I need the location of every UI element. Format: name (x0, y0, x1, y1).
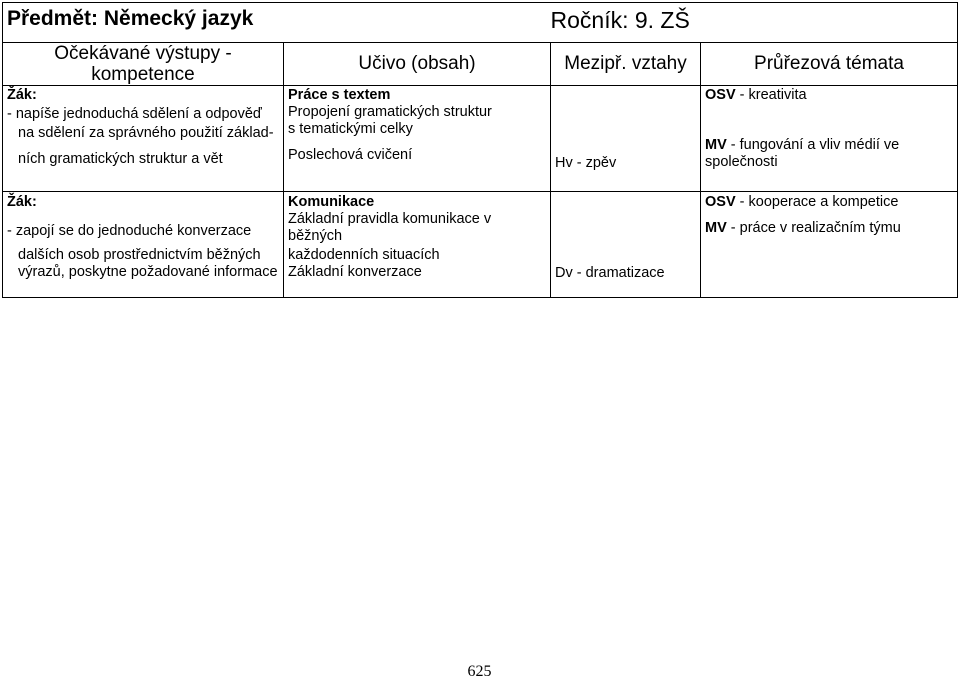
output-line: - napíše jednoduchá sdělení a odpověď (7, 106, 262, 122)
column-header-outputs: Očekávané výstupy - kompetence (3, 43, 284, 86)
column-header-relations: Mezipř. vztahy (551, 43, 701, 86)
output-line: dalších osob prostřednictvím běžných (18, 247, 261, 263)
table-row (3, 86, 958, 192)
content-line: Propojení gramatických struktur (288, 104, 492, 120)
content-cell (284, 86, 551, 192)
outputs-cell (3, 86, 284, 192)
column-header-content: Učivo (obsah) (284, 43, 551, 86)
theme-text: - fungování a vliv médií ve (726, 137, 900, 153)
theme-code: MV (705, 137, 727, 153)
theme-text: - práce v realizačním týmu (726, 220, 901, 236)
relations-cell (551, 192, 701, 298)
output-line: - zapojí se do jednoduché konverzace (7, 223, 252, 239)
pupil-label: Žák: (7, 87, 37, 103)
header-row (3, 3, 958, 43)
themes-cell (701, 86, 958, 192)
themes-cell (701, 192, 958, 298)
relation-text: Hv - zpěv (555, 155, 617, 171)
content-heading: Komunikace (288, 194, 375, 210)
content-line: Poslechová cvičení (288, 147, 413, 163)
theme-item (705, 137, 899, 154)
output-line: na sdělení za správného použití základ- (18, 125, 274, 141)
output-line: ních gramatických struktur a vět (18, 151, 223, 167)
pupil-label: Žák: (7, 194, 37, 210)
theme-text: - kreativita (735, 87, 807, 103)
theme-code: OSV (705, 87, 736, 103)
theme-text: - kooperace a kompetice (735, 194, 899, 210)
content-heading: Práce s textem (288, 87, 391, 103)
theme-item (705, 194, 898, 211)
content-line: běžných (288, 228, 343, 244)
subject-title: Předmět: Německý jazyk (3, 3, 551, 43)
theme-item (705, 220, 901, 237)
theme-item (705, 87, 807, 104)
column-header-row (3, 43, 958, 86)
content-line: každodenních situacích (288, 247, 440, 263)
relation-text: Dv - dramatizace (555, 265, 665, 281)
relations-cell (551, 86, 701, 192)
table-row (3, 192, 958, 298)
content-line: Základní konverzace (288, 264, 422, 280)
content-cell (284, 192, 551, 298)
theme-code: OSV (705, 194, 736, 210)
curriculum-table (2, 2, 958, 298)
content-line: s tematickými celky (288, 121, 413, 137)
theme-code: MV (705, 220, 727, 236)
theme-text-continued: společnosti (705, 154, 778, 170)
grade-title: Ročník: 9. ZŠ (551, 3, 958, 43)
output-line: výrazů, poskytne požadované informace (18, 264, 278, 280)
content-line: Základní pravidla komunikace v (288, 211, 492, 227)
outputs-cell (3, 192, 284, 298)
page-number: 625 (467, 663, 492, 680)
column-header-themes: Průřezová témata (701, 43, 958, 86)
